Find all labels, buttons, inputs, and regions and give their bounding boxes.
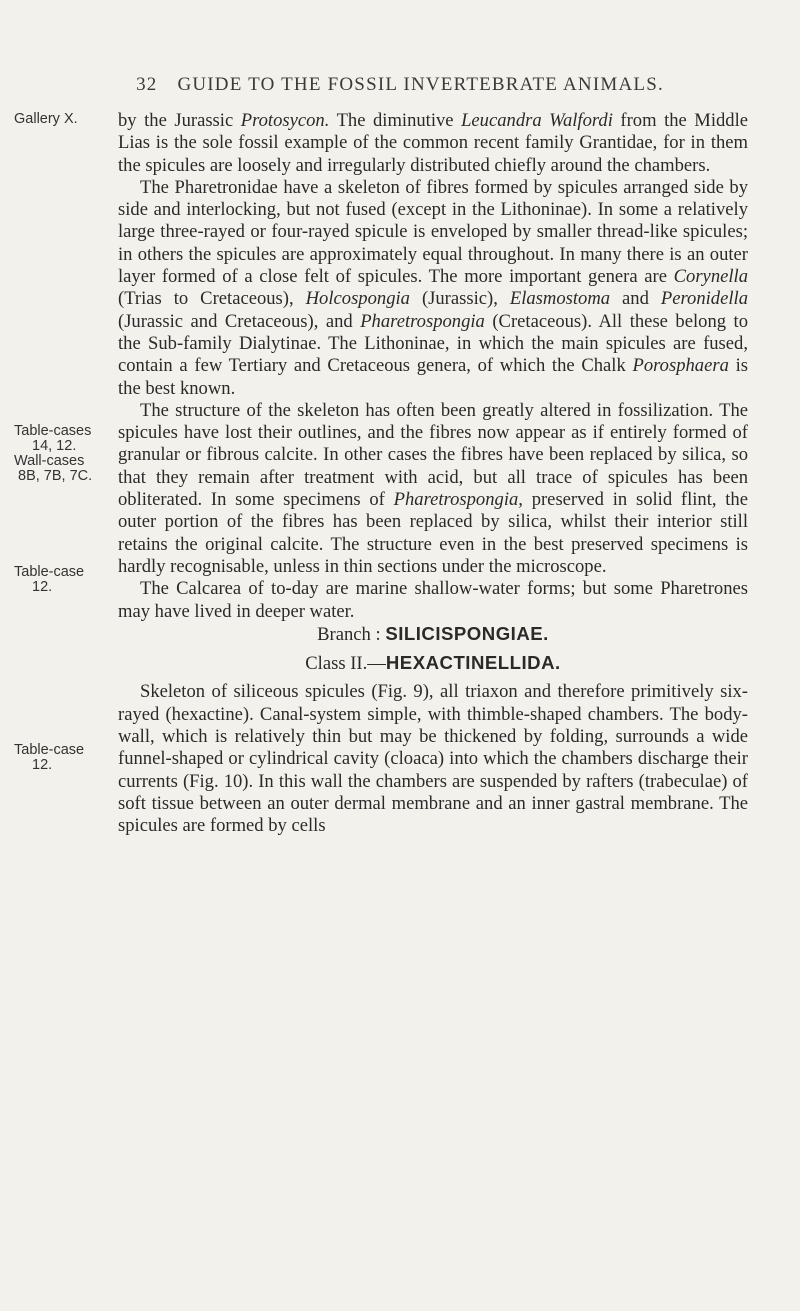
margin-line: Table-cases: [14, 423, 92, 439]
running-header: [0, 74, 800, 96]
margin-note-cases: [14, 424, 114, 484]
page-number: 32: [136, 74, 158, 95]
branch-heading: Branch : SILICISPONGIAE.: [317, 622, 549, 645]
paragraph: Skeleton of siliceous spicules (Fig. 9), all triaxon and therefore primitively six-rayed (hexactine). Canal-system simple, with thimble-shaped chambers. The body-wall, which is relatively thin but may be thickened by folding, surrounds a wide funnel-shaped or cylindrical cavity (cloaca) into which the chambers discharge their currents (Fig. 10). In this wall the chambers are suspended by rafters (trabeculae) of soft tissue between an outer dermal membrane and an inner gastral membrane. The spicules are formed by cells: [118, 681, 748, 837]
class-heading: Class II.—HEXACTINELLIDA.: [305, 652, 561, 675]
margin-line: Table-case: [14, 564, 85, 580]
margin-note-table-case-2: [14, 743, 114, 773]
margin-note-gallery: [14, 112, 114, 127]
margin-line: Wall-cases: [14, 453, 85, 469]
running-title: GUIDE TO THE FOSSIL INVERTEBRATE ANIMALS.: [177, 74, 664, 95]
margin-line: 8B, 7B, 7C.: [18, 468, 93, 484]
gallery-label: Gallery X.: [14, 111, 78, 127]
paragraph: The structure of the skeleton has often been greatly altered in fossilization. The spicules have lost their outlines, and the fibres now appear as if entirely formed of granular or fibrous calcite. In other cases the fibres have been replaced by silica, so that they remain after treatment with acid, but all trace of spicules has been obliterated. In some specimens of Pharetrospongia, preserved in solid flint, the outer portion of the fibres has been replaced by silica, whilst their interior still retains the original calcite. The structure even in the best preserved specimens is hardly recognisable, unless in thin sections under the microscope.: [118, 399, 748, 577]
margin-note-table-case-1: [14, 565, 114, 595]
paragraph: by the Jurassic Protosycon. The diminutive Leucandra Walfordi from the Middle Lias is the sole fossil example of the common recent family Grantidae, for in them the spicules are loosely and irregularly distributed chiefly around the chambers.: [118, 110, 749, 176]
margin-line: 12.: [32, 757, 53, 773]
body-text: [118, 110, 748, 838]
margin-line: 14, 12.: [32, 438, 77, 454]
paragraph: The Calcarea of to-day are marine shallow-water forms; but some Pharetrones may have lived in deeper water.: [118, 578, 748, 622]
margin-line: 12.: [32, 579, 53, 595]
margin-line: Table-case: [14, 742, 85, 758]
paragraph: The Pharetronidae have a skeleton of fibres formed by spicules arranged side by side and interlocking, but not fused (except in the Lithoninae). In some a relatively large three-rayed or four-rayed spicule is enveloped by smaller thread-like spicules; in others the spicules are approximately equal throughout. In many there is an outer layer formed of a close felt of spicules. The more important genera are Corynella (Trias to Cretaceous), Holcospongia (Jurassic), Elasmostoma and Peronidella (Jurassic and Cretaceous), and Pharetrospongia (Cretaceous). All these belong to the Sub-family Dialytinae. The Lithoninae, in which the main spicules are fused, contain a few Tertiary and Cretaceous genera, of which the Chalk Porosphaera is the best known.: [118, 176, 748, 399]
